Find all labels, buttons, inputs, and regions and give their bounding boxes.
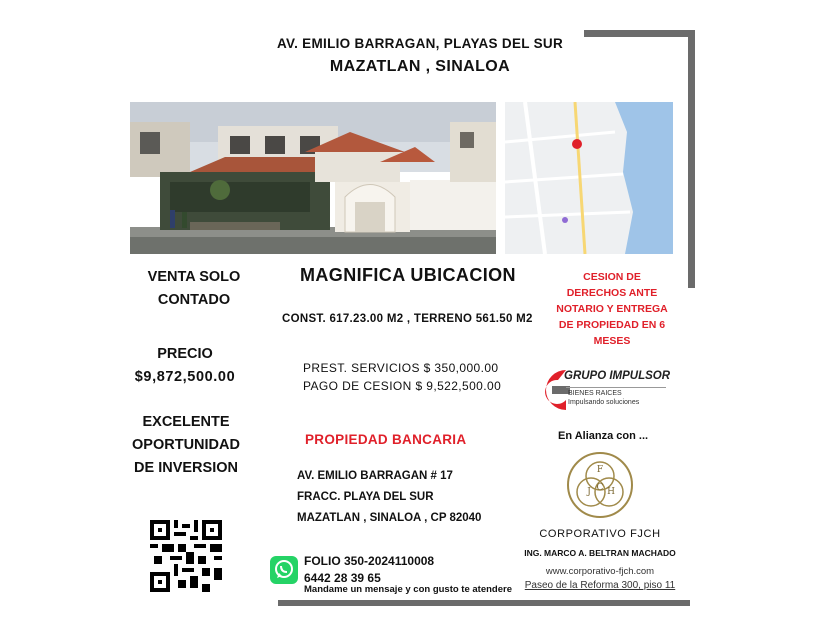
brand-sub1: BIENES RAICES xyxy=(568,390,622,397)
brand-name: GRUPO IMPULSOR xyxy=(564,370,671,382)
location-map xyxy=(505,102,673,254)
cession-line4: DE PROPIEDAD EN 6 xyxy=(558,319,666,331)
cession-line2: DERECHOS ANTE xyxy=(566,287,658,299)
frame-bar-bottom xyxy=(278,600,690,606)
price-value: $9,872,500.00 xyxy=(134,369,236,385)
office-address: Paseo de la Reforma 300, piso 11 xyxy=(524,580,676,591)
folio-number: FOLIO 350-2024110008 xyxy=(304,554,435,568)
cession-line1: CESION DE xyxy=(583,271,641,283)
sale-type-line2: CONTADO xyxy=(157,292,231,308)
brand-divider xyxy=(566,387,666,388)
address-line2: FRACC. PLAYA DEL SUR xyxy=(297,491,434,503)
corporate-name: CORPORATIVO FJCH xyxy=(539,528,661,540)
website-link[interactable]: www.corporativo-fjch.com xyxy=(545,566,655,577)
engineer-name: ING. MARCO A. BELTRAN MACHADO xyxy=(524,548,676,558)
frame-bar-right xyxy=(688,30,695,288)
dimensions: CONST. 617.23.00 M2 , TERRENO 561.50 M2 xyxy=(282,313,533,325)
opportunity-line3: DE INVERSION xyxy=(134,460,238,476)
svg-text:C: C xyxy=(596,483,604,493)
header-city: MAZATLAN , SINALOA xyxy=(329,58,511,75)
sale-type-line1: VENTA SOLO xyxy=(147,269,241,285)
grupo-impulsor-logo xyxy=(536,366,676,414)
opportunity-line1: EXCELENTE xyxy=(142,414,230,430)
fjch-logo xyxy=(565,450,635,520)
address-line1: AV. EMILIO BARRAGAN # 17 xyxy=(297,470,453,482)
contact-message: Mandame un mensaje y con gusto te atendere xyxy=(304,584,512,595)
price-label: PRECIO xyxy=(157,346,213,362)
opportunity-line2: OPORTUNIDAD xyxy=(132,437,240,453)
bank-property: PROPIEDAD BANCARIA xyxy=(305,432,467,447)
service-fee: PREST. SERVICIOS $ 350,000.00 xyxy=(303,361,499,375)
phone-number[interactable]: 6442 28 39 65 xyxy=(304,571,381,585)
cession-line3: NOTARIO Y ENTREGA xyxy=(556,303,668,315)
cession-payment: PAGO DE CESION $ 9,522,500.00 xyxy=(303,379,502,393)
location-title: MAGNIFICA UBICACION xyxy=(300,265,516,285)
header-street: AV. EMILIO BARRAGAN, PLAYAS DEL SUR xyxy=(276,36,564,51)
whatsapp-icon[interactable] xyxy=(270,556,298,584)
svg-text:F: F xyxy=(596,465,604,475)
address-line3: MAZATLAN , SINALOA , CP 82040 xyxy=(297,512,482,524)
svg-text:J: J xyxy=(587,487,591,497)
alliance-text: En Alianza con ... xyxy=(558,430,649,442)
svg-text:H: H xyxy=(607,487,615,497)
property-photo xyxy=(130,102,496,254)
qr-code[interactable] xyxy=(150,520,222,592)
cession-note xyxy=(547,269,677,349)
brand-sub2: Impulsando soluciones xyxy=(568,399,640,406)
cession-line5: MESES xyxy=(593,335,631,347)
